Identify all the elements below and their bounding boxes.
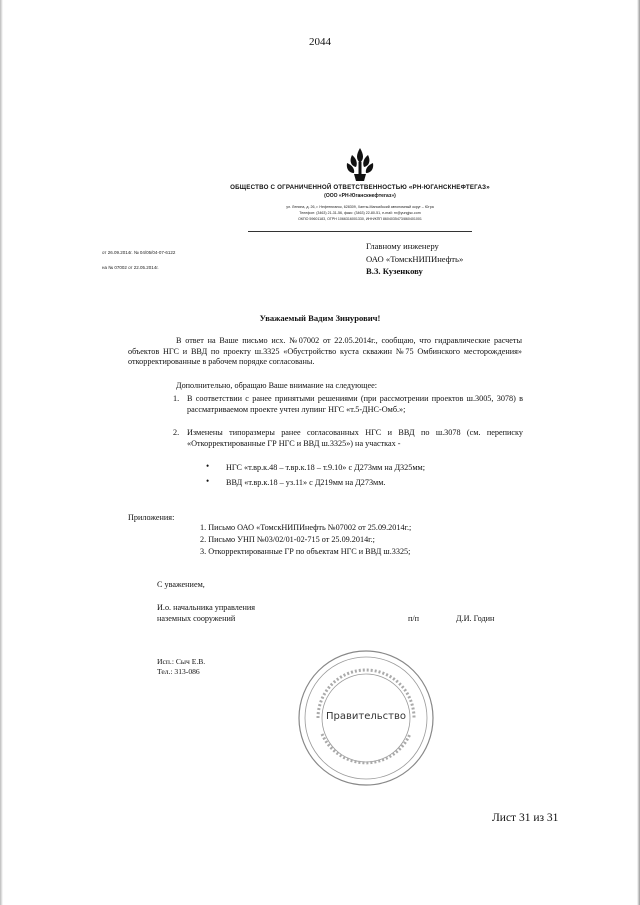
list-item (173, 427, 523, 449)
signer-name: Д.И. Годин (456, 614, 495, 623)
body-paragraph: Дополнительно, обращаю Ваше внимание на следующее: (176, 381, 378, 390)
executor-phone: Тел.: 313-086 (157, 667, 200, 676)
org-name: ОБЩЕСТВО С ОГРАНИЧЕННОЙ ОТВЕТСТВЕННОСТЬЮ «РН-ЮГАНСКНЕФТЕГАЗ» (230, 184, 490, 191)
attachment-item: 3. Откорректированные ГР по объектам НГС и ВВД ш.3325; (200, 547, 411, 556)
bullet-text: ВВД «т.вр.к.18 – уз.11» с Д219мм на Д273мм. (226, 478, 386, 487)
salutation: Уважаемый Вадим Зинурович! (259, 313, 381, 323)
org-short-name: (ООО «РН-Юганскнефтегаз») (324, 193, 396, 199)
bullet-item (206, 477, 385, 488)
address-line: ОКПО 59601183, ОГРН 1066316001330, ИНН/КПП 8604035473/860401001 (298, 217, 422, 221)
address-line: Телефон: (3463) 21-31-56, факс: (3463) 22-80-51, e-mail: rn@yungjsc.com (299, 211, 421, 215)
scan-edge-left (0, 0, 3, 905)
recipient-company: ОАО «ТомскНИПИнефть» (366, 254, 464, 264)
list-item (173, 393, 523, 415)
bullet-icon: • (206, 476, 210, 486)
incoming-reference: на № 07002 от 22.05.2014г. (102, 265, 159, 270)
list-item-text: В соответствии с ранее принятыми решениями (при рассмотрении проектов ш.3005, 3078) в рассматриваемом проекте учтен лупинг НГС «т.5-ДНС-Омб.»; (187, 394, 523, 414)
signature-mark: п/п (408, 614, 420, 623)
company-logo-icon (344, 147, 376, 183)
bullet-text: НГС «т.вр.к.48 – т.вр.к.18 – т.9.10» с Д273мм на Д325мм; (226, 463, 425, 472)
list-item-number: 1. (173, 394, 180, 403)
recipient-name: В.З. Кузенкову (366, 266, 423, 276)
signer-title: И.о. начальника управления (157, 603, 255, 612)
stamp-center-text: Правительство (326, 711, 406, 722)
sheet-label: Лист 31 из 31 (492, 812, 559, 824)
outgoing-reference: от 26.09.2014г. № 04/05/04-07-6122 (102, 250, 176, 255)
bullet-icon: • (206, 461, 210, 471)
signer-department: наземных сооружений (157, 614, 236, 623)
body-paragraph: В ответ на Ваше письмо исх. №07002 от 22.05.2014г., сообщаю, что гидравлические расчеты объектов НГС и ВВД по проекту ш.3325 «Обустройство куста скважин №75 Омбинского месторождения» откорректированные в рабочем порядке согласованы. (128, 336, 522, 367)
bullet-item (206, 462, 425, 473)
attachments-title: Приложения: (128, 513, 175, 522)
address-line: ул. Ленина, д. 26, г. Нефтеюганск, 628309, Ханты-Мансийский автономный округ – Югра (286, 205, 434, 209)
letterhead-divider (248, 231, 472, 232)
list-item-text: Изменены типоразмеры ранее согласованных НГС и ВВД по ш.3078 (см. переписку «Откорректированные ГР НГС и ВВД ш.3325») на участках - (187, 428, 523, 448)
attachment-item: 2. Письмо УНП №03/02/01-02-715 от 25.09.2014г.; (200, 535, 375, 544)
closing-regards: С уважением, (157, 580, 205, 589)
page-number: 2044 (309, 36, 331, 48)
recipient-position: Главному инженеру (366, 241, 439, 251)
attachment-item: 1. Письмо ОАО «ТомскНИПИнефть №07002 от 25.09.2014г.; (200, 523, 412, 532)
executor: Исп.: Сыч Е.В. (157, 657, 206, 666)
list-item-number: 2. (173, 428, 180, 437)
